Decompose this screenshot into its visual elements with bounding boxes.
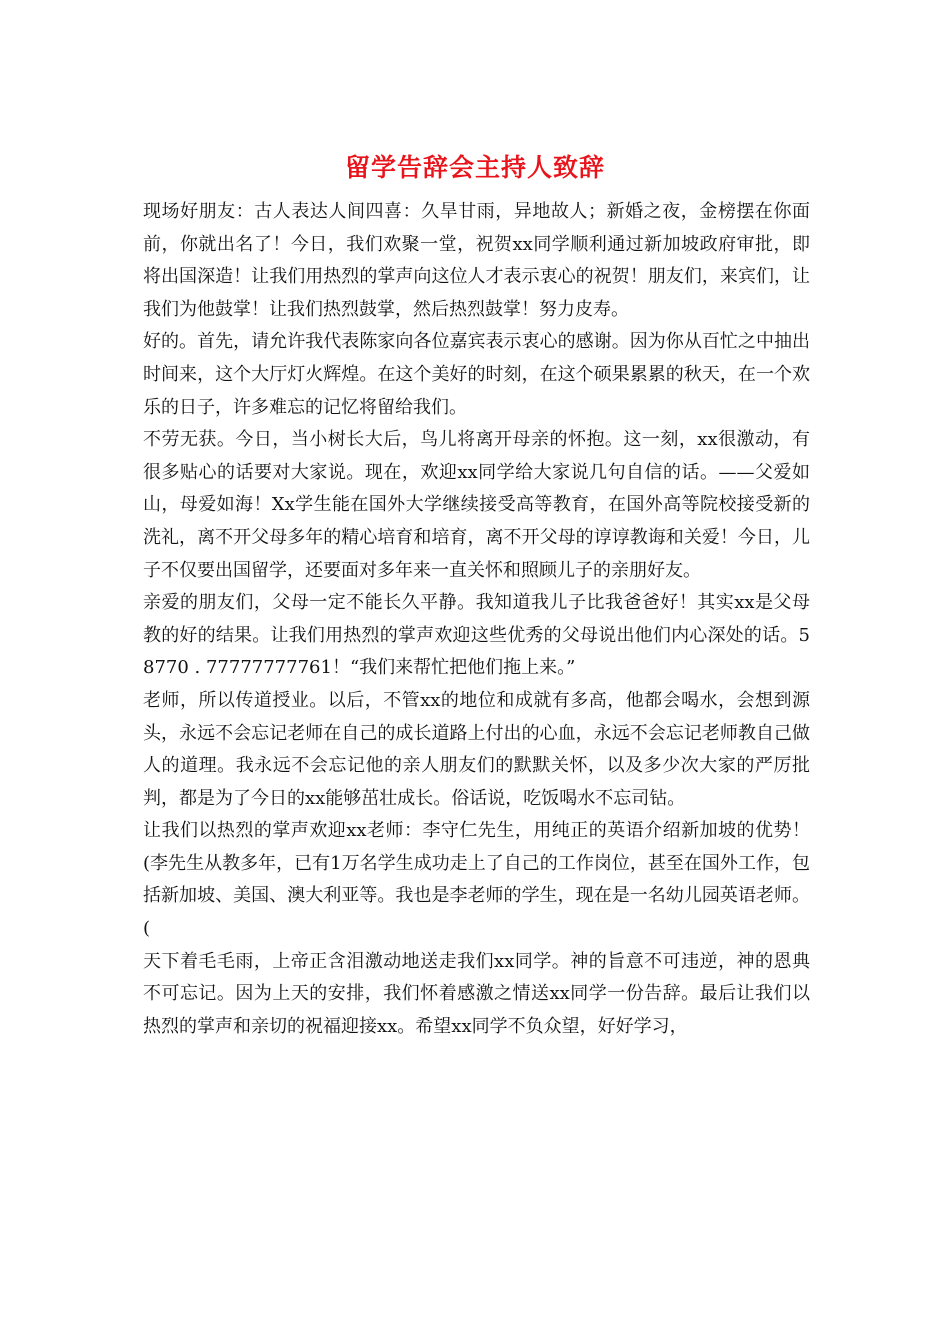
paragraph: 现场好朋友：古人表达人间四喜：久旱甘雨，异地故人；新婚之夜，金榜摆在你面前，你就出名了！今日，我们欢聚一堂，祝贺xx同学顺利通过新加坡政府审批，即将出国深造！让我们用热烈的掌声向这位人才表示衷心的祝贺！朋友们，来宾们，让我们为他鼓掌！让我们热烈鼓掌，然后热烈鼓掌！努力皮寿。 — [143, 201, 810, 320]
paragraph: 亲爱的朋友们，父母一定不能长久平静。我知道我儿子比我爸爸好！其实xx是父母教的好的结果。让我们用热烈的掌声欢迎这些优秀的父母说出他们内心深处的话。58770 . 77777777761！“我们来帮忙把他们拖上来。” — [143, 592, 810, 679]
paragraph: 老师，所以传道授业。以后，不管xx的地位和成就有多高，他都会喝水，会想到源头，永远不会忘记老师在自己的成长道路上付出的心血，永远不会忘记老师教自己做人的道理。我永远不会忘记他的亲人朋友们的默默关怀，以及多少次大家的严厉批判，都是为了今日的xx能够茁壮成长。俗话说，吃饭喝水不忘司钻。 — [143, 689, 810, 809]
document-body — [143, 196, 810, 1043]
document-title: 留学告辞会主持人致辞 — [344, 153, 605, 182]
paragraph: 天下着毛毛雨，上帝正含泪激动地送走我们xx同学。神的旨意不可违逆，神的恩典不可忘记。因为上天的安排，我们怀着感激之情送xx同学一份告辞。最后让我们以热烈的掌声和亲切的祝福迎接xx。希望xx同学不负众望，好好学习， — [143, 950, 810, 1037]
paragraph: 好的。首先，请允许我代表陈家向各位嘉宾表示衷心的感谢。因为你从百忙之中抽出时间来，这个大厅灯火辉煌。在这个美好的时刻，在这个硕果累累的秋天，在一个欢乐的日子，许多难忘的记忆将留给我们。 — [143, 331, 810, 418]
paragraph: 不劳无获。今日，当小树长大后，鸟儿将离开母亲的怀抱。这一刻，xx很激动，有很多贴心的话要对大家说。现在，欢迎xx同学给大家说几句自信的话。——父爱如山，母爱如海！Xx学生能在国外大学继续接受高等教育，在国外高等院校接受新的洗礼，离不开父母多年的精心培育和培育，离不开父母的谆谆教诲和关爱！今日，儿子不仅要出国留学，还要面对多年来一直关怀和照顾儿子的亲朋好友。 — [143, 429, 810, 581]
paragraph: 让我们以热烈的掌声欢迎xx老师：李守仁先生，用纯正的英语介绍新加坡的优势！(李先生从教多年，已有1万名学生成功走上了自己的工作岗位，甚至在国外工作，包括新加坡、美国、澳大利亚等。我也是李老师的学生，现在是一名幼儿园英语老师。( — [143, 820, 810, 940]
